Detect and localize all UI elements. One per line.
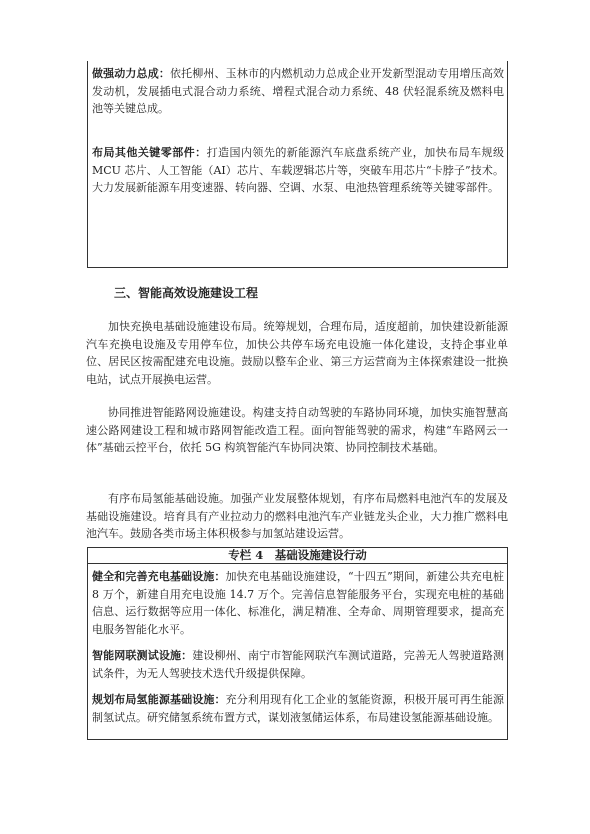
box-item-text: 依托柳州、玉林市的内燃机动力总成企业开发新型混动专用增压高效发动机，发展插电式混合动力系统、增程式混合动力系统、48 伏轻混系统及燃料电池等关键总成。 [92,67,505,115]
box-item-powertrain [92,65,504,118]
box-item-title: 健全和完善充电基础设施： [92,570,226,583]
box-item-text: 充分利用现有化工企业的氢能资源，积极开展可再生能源制氢试点。研究储氢系统布置方式，谋划液氢储运体系，布局建设氢能源基础设施。 [92,693,505,724]
feature-box-infrastructure [87,547,508,740]
box-item-text: 建设柳州、南宁市智能网联汽车测试道路，完善无人驾驶道路测试条件，为无人驾驶技术迭代升级提供保障。 [92,649,504,680]
box-item-components [92,144,504,197]
box-title: 专栏 4 基础设施建设行动 [88,548,507,564]
box-item-hydrogen [92,691,504,726]
box-item-text: 打造国内领先的新能源汽车底盘系统产业，加快布局车规级 MCU 芯片、人工智能（AI）芯片、车载逻辑芯片等，突破车用芯片“卡脖子”技术。大力发展新能源车用变速器、转向器、空调、水泵、电池热管理系统等关键零部件。 [92,146,505,194]
box-item-charging [92,568,504,638]
box-item-text: 加快充电基础设施建设，“十四五”期间，新建公共充电桩 8 万个，新建自用充电设施 14.7 万个。完善信息智能服务平台，实现充电桩的基础信息、运行数据等应用一体化、标准化，满足精准、全寿命、周期管理要求，提高充电服务智能化水平。 [92,570,505,636]
feature-box-powertrain [87,61,508,268]
box-item-title: 规划布局氢能源基础设施： [92,693,226,706]
box-item-title: 布局其他关键零部件： [92,146,207,159]
box-item-title: 智能网联测试设施： [92,649,193,662]
paragraph: 协同推进智能路网设施建设。构建支持自动驾驶的车路协同环境，加快实施智慧高速公路网建设工程和城市路网智能改造工程。面向智能驾驶的需求，构建“车路网云一体”基础云控平台，依托 5G 构筑智能汽车协同决策、协同控制技术基础。 [86,406,508,454]
box-item-testing [92,647,504,682]
section-heading-3: 三、智能高效设施建设工程 [114,286,259,300]
paragraph: 加快充换电基础设施建设布局。统筹规划，合理布局，适度超前，加快建设新能源汽车充换电设施及专用停车位，加快公共停车场充电设施一体化建设，支持企事业单位、居民区按需配建充电设施。鼓励以整车企业、第三方运营商为主体探索建设一批换电站，试点开展换电运营。 [86,320,508,386]
paragraph: 有序布局氢能基础设施。加强产业发展整体规划，有序布局燃料电池汽车的发展及基础设施建设。培育具有产业拉动力的燃料电池汽车产业链龙头企业，大力推广燃料电池汽车。鼓励各类市场主体积极参与加氢站建设运营。 [86,492,508,540]
box-item-title: 做强动力总成： [92,67,170,80]
